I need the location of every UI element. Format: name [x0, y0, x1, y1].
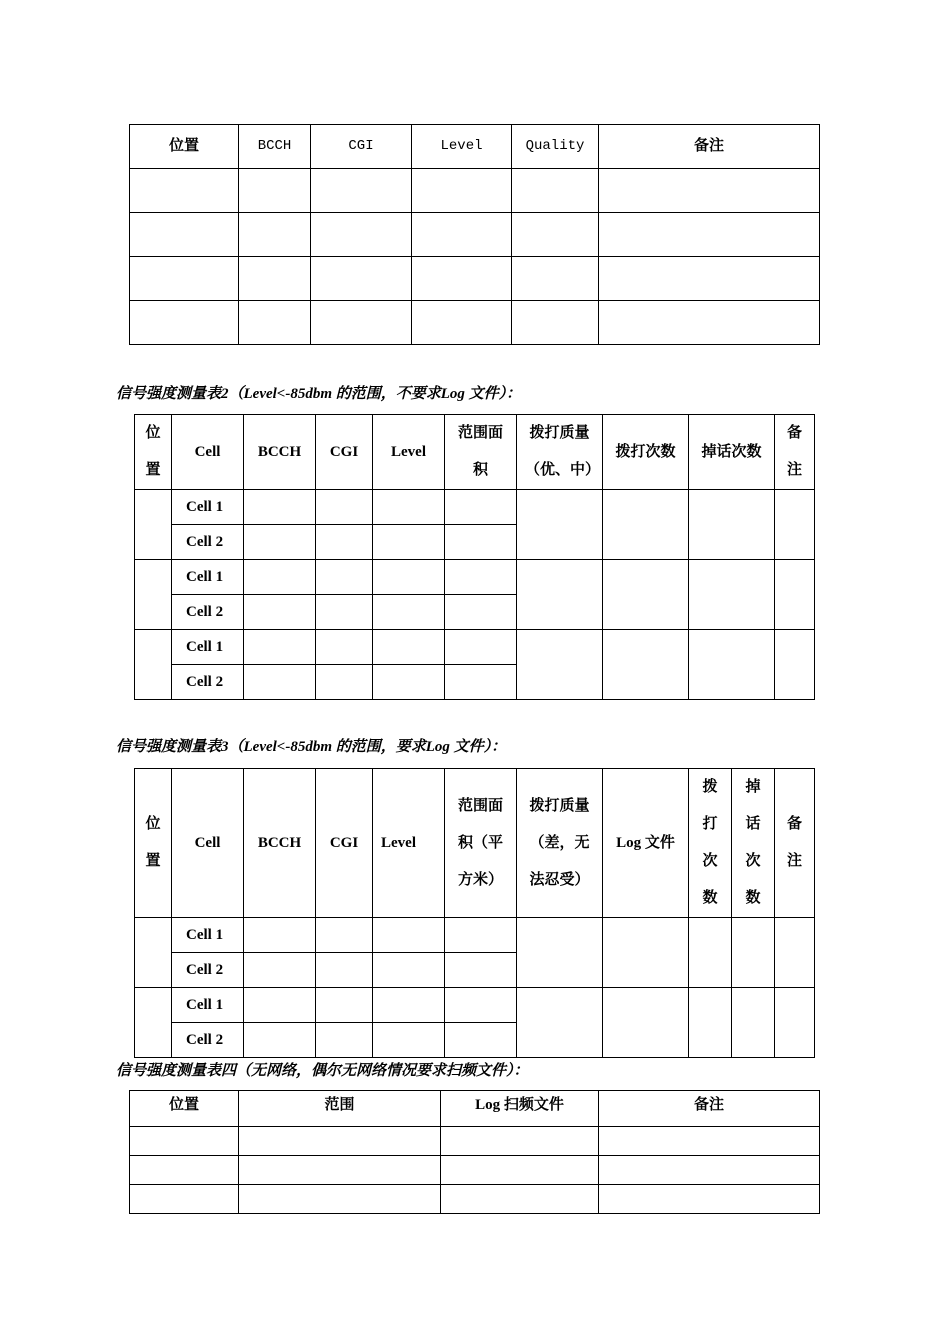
table-cell[interactable]: [445, 630, 517, 665]
header-range: 范围: [239, 1091, 441, 1127]
table-cell[interactable]: [373, 490, 445, 525]
table-cell[interactable]: [244, 560, 316, 595]
position-cell[interactable]: [135, 560, 172, 630]
table-cell[interactable]: [311, 257, 412, 301]
header-cgi: CGI: [316, 415, 373, 490]
header-drop-count: 掉话次数: [689, 415, 775, 490]
header-log-scan-file: Log 扫频文件: [441, 1091, 599, 1127]
table-cell[interactable]: [311, 169, 412, 213]
position-cell[interactable]: [135, 630, 172, 700]
table-cell[interactable]: [445, 490, 517, 525]
table-cell[interactable]: [244, 595, 316, 630]
header-cgi: CGI: [316, 769, 373, 918]
table-cell[interactable]: [373, 1023, 445, 1058]
table-cell[interactable]: [512, 213, 599, 257]
table-cell[interactable]: [239, 169, 311, 213]
cell-1-label: Cell 1: [172, 490, 244, 525]
measurement-table-4: [129, 1090, 820, 1214]
table-row: [130, 1185, 820, 1214]
table-cell[interactable]: [445, 525, 517, 560]
table-4-caption: 信号强度测量表四（无网络，偶尔无网络情况要求扫频文件）：: [116, 1063, 529, 1079]
table-cell[interactable]: [512, 169, 599, 213]
header-level: Level: [373, 769, 445, 918]
table-cell[interactable]: [599, 301, 820, 345]
table-cell[interactable]: [316, 918, 373, 953]
table-row: [135, 560, 815, 595]
header-bcch: BCCH: [244, 415, 316, 490]
cell-2-label: Cell 2: [172, 1023, 244, 1058]
header-bcch: BCCH: [239, 125, 311, 169]
position-cell[interactable]: [135, 918, 172, 988]
position-cell[interactable]: [135, 988, 172, 1058]
table-cell[interactable]: [244, 918, 316, 953]
table-cell[interactable]: [517, 918, 603, 988]
table-cell[interactable]: [316, 988, 373, 1023]
table-cell[interactable]: [775, 918, 815, 988]
table-header-row: [130, 125, 820, 169]
table-2-caption: 信号强度测量表2（Level<-85dbm 的范围，不要求Log 文件）：: [116, 386, 522, 402]
header-remark: 备注: [775, 415, 815, 490]
table-cell[interactable]: [441, 1185, 599, 1214]
table-cell[interactable]: [689, 490, 775, 560]
header-area: 范围面积: [445, 415, 517, 490]
cell-1-label: Cell 1: [172, 560, 244, 595]
table-cell[interactable]: [373, 953, 445, 988]
table-cell[interactable]: [441, 1156, 599, 1185]
table-cell[interactable]: [732, 918, 775, 988]
table-cell[interactable]: [445, 988, 517, 1023]
table-row: [135, 630, 815, 665]
header-position: 位置: [130, 1091, 239, 1127]
table-cell[interactable]: [316, 1023, 373, 1058]
table-cell[interactable]: [130, 257, 239, 301]
header-level: Level: [373, 415, 445, 490]
table-row: [130, 1127, 820, 1156]
table-cell[interactable]: [445, 1023, 517, 1058]
table-cell[interactable]: [239, 1156, 441, 1185]
table-cell[interactable]: [412, 257, 512, 301]
table-cell[interactable]: [244, 1023, 316, 1058]
table-cell[interactable]: [130, 169, 239, 213]
table-cell[interactable]: [239, 301, 311, 345]
table-cell[interactable]: [517, 630, 603, 700]
table-cell[interactable]: [239, 1127, 441, 1156]
table-cell[interactable]: [244, 988, 316, 1023]
header-call-quality: 拨打质量（差，无法忍受）: [517, 769, 603, 918]
header-level: Level: [412, 125, 512, 169]
table-cell[interactable]: [445, 665, 517, 700]
table-cell[interactable]: [517, 490, 603, 560]
table-cell[interactable]: [316, 490, 373, 525]
table-cell[interactable]: [239, 213, 311, 257]
table-cell[interactable]: [130, 1185, 239, 1214]
position-cell[interactable]: [135, 490, 172, 560]
table-header-row: [135, 769, 815, 918]
header-remark: 备注: [599, 125, 820, 169]
table-cell[interactable]: [373, 560, 445, 595]
table-cell[interactable]: [311, 213, 412, 257]
table-cell[interactable]: [244, 953, 316, 988]
cell-2-label: Cell 2: [172, 595, 244, 630]
table-cell[interactable]: [373, 988, 445, 1023]
table-row: [130, 301, 820, 345]
header-cgi: CGI: [311, 125, 412, 169]
table-cell[interactable]: [689, 630, 775, 700]
cell-1-label: Cell 1: [172, 918, 244, 953]
table-cell[interactable]: [603, 918, 689, 988]
header-position: 位置: [130, 125, 239, 169]
table-cell[interactable]: [316, 953, 373, 988]
table-header-row: [135, 415, 815, 490]
table-cell[interactable]: [512, 301, 599, 345]
table-cell[interactable]: [517, 988, 603, 1058]
table-cell[interactable]: [316, 560, 373, 595]
table-cell[interactable]: [412, 301, 512, 345]
table-row: [130, 169, 820, 213]
header-position: 位置: [135, 769, 172, 918]
table-cell[interactable]: [244, 665, 316, 700]
table-cell[interactable]: [689, 988, 732, 1058]
measurement-table-3: [134, 768, 815, 1058]
header-cell: Cell: [172, 769, 244, 918]
table-cell[interactable]: [603, 560, 689, 630]
cell-2-label: Cell 2: [172, 525, 244, 560]
cell-2-label: Cell 2: [172, 953, 244, 988]
table-cell[interactable]: [689, 918, 732, 988]
header-position: 位置: [135, 415, 172, 490]
cell-1-label: Cell 1: [172, 988, 244, 1023]
table-3-caption: 信号强度测量表3（Level<-85dbm 的范围，要求Log 文件）：: [116, 739, 507, 755]
table-cell[interactable]: [239, 257, 311, 301]
table-cell[interactable]: [130, 213, 239, 257]
table-cell[interactable]: [373, 525, 445, 560]
measurement-table-1: [129, 124, 820, 345]
table-row: [130, 1156, 820, 1185]
table-cell[interactable]: [775, 490, 815, 560]
table-cell[interactable]: [512, 257, 599, 301]
table-cell[interactable]: [603, 988, 689, 1058]
table-cell[interactable]: [599, 1156, 820, 1185]
table-cell[interactable]: [599, 213, 820, 257]
table-row: [135, 490, 815, 525]
table-cell[interactable]: [412, 169, 512, 213]
table-cell[interactable]: [599, 1127, 820, 1156]
cell-2-label: Cell 2: [172, 665, 244, 700]
table-cell[interactable]: [244, 630, 316, 665]
table-cell[interactable]: [373, 665, 445, 700]
cell-1-label: Cell 1: [172, 630, 244, 665]
table-cell[interactable]: [599, 169, 820, 213]
table-cell[interactable]: [599, 257, 820, 301]
measurement-table-2: [134, 414, 815, 700]
table-cell[interactable]: [130, 1127, 239, 1156]
table-row: [130, 257, 820, 301]
header-quality: Quality: [512, 125, 599, 169]
table-cell[interactable]: [445, 560, 517, 595]
table-cell[interactable]: [603, 490, 689, 560]
header-remark: 备注: [599, 1091, 820, 1127]
table-cell[interactable]: [732, 988, 775, 1058]
table-cell[interactable]: [316, 525, 373, 560]
table-cell[interactable]: [441, 1127, 599, 1156]
header-area: 范围面积（平方米）: [445, 769, 517, 918]
table-cell[interactable]: [130, 301, 239, 345]
table-cell[interactable]: [316, 665, 373, 700]
table-cell[interactable]: [244, 490, 316, 525]
header-call-count: 拨打次数: [603, 415, 689, 490]
header-log-file: Log 文件: [603, 769, 689, 918]
table-cell[interactable]: [445, 918, 517, 953]
header-remark: 备注: [775, 769, 815, 918]
table-cell[interactable]: [316, 630, 373, 665]
header-drop-count: 掉话次数: [732, 769, 775, 918]
header-bcch: BCCH: [244, 769, 316, 918]
table-cell[interactable]: [775, 630, 815, 700]
table-row: [130, 213, 820, 257]
table-header-row: [130, 1091, 820, 1127]
table-cell[interactable]: [599, 1185, 820, 1214]
table-cell[interactable]: [373, 595, 445, 630]
table-cell[interactable]: [689, 560, 775, 630]
table-cell[interactable]: [603, 630, 689, 700]
table-cell[interactable]: [445, 953, 517, 988]
table-cell[interactable]: [775, 988, 815, 1058]
table-row: [135, 988, 815, 1023]
header-call-count: 拨打次数: [689, 769, 732, 918]
table-cell[interactable]: [239, 1185, 441, 1214]
table-cell[interactable]: [373, 630, 445, 665]
table-cell[interactable]: [517, 560, 603, 630]
table-cell[interactable]: [316, 595, 373, 630]
table-row: [135, 918, 815, 953]
header-call-quality: 拨打质量（优、中）: [517, 415, 603, 490]
header-cell: Cell: [172, 415, 244, 490]
table-cell[interactable]: [775, 560, 815, 630]
table-cell[interactable]: [130, 1156, 239, 1185]
table-cell[interactable]: [445, 595, 517, 630]
table-cell[interactable]: [373, 918, 445, 953]
table-cell[interactable]: [244, 525, 316, 560]
table-cell[interactable]: [311, 301, 412, 345]
table-cell[interactable]: [412, 213, 512, 257]
